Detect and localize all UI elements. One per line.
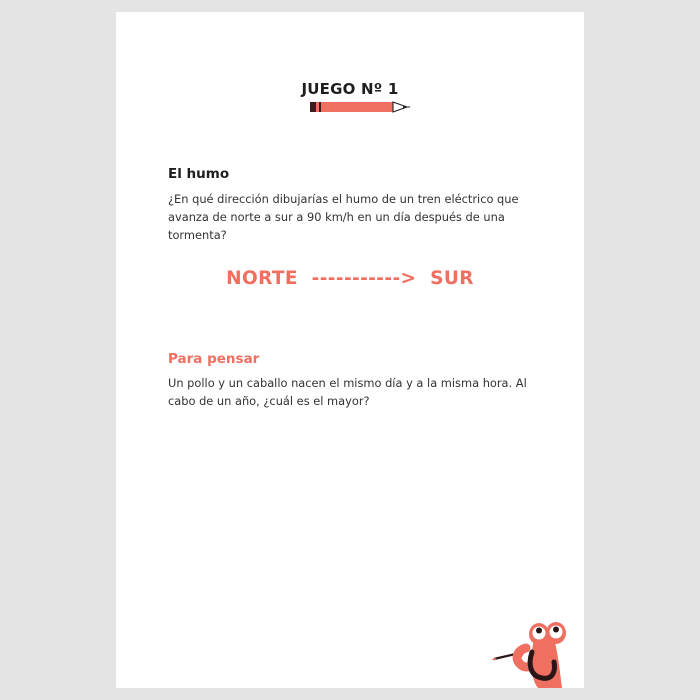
think-title: Para pensar xyxy=(168,351,260,367)
smoke-question: ¿En qué dirección dibujarías el humo de un tren eléctrico que avanza de norte a sur a 90 km/h en un día después de una tormenta? xyxy=(168,192,519,242)
game-title: JUEGO Nº 1 xyxy=(301,80,399,98)
pencil-icon xyxy=(310,100,410,114)
direction-label: NORTE -----------> SUR xyxy=(226,268,474,289)
worm-mascot-icon xyxy=(490,616,584,688)
smoke-title: El humo xyxy=(168,166,230,182)
think-question: Un pollo y un caballo nacen el mismo día y a la misma hora. Al cabo de un año, ¿cuál es el mayor? xyxy=(168,376,527,408)
document-page xyxy=(116,12,584,688)
